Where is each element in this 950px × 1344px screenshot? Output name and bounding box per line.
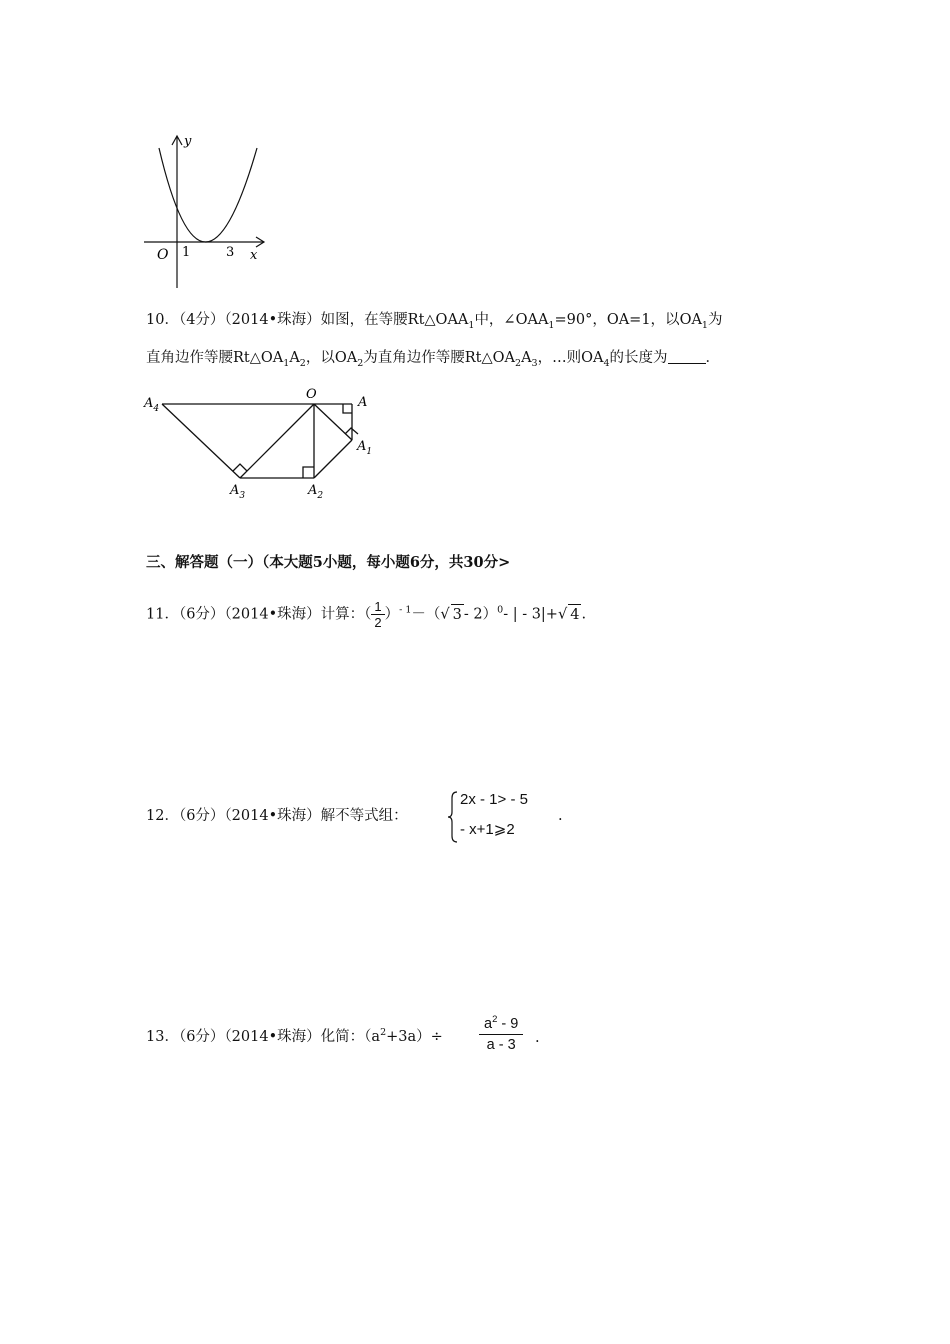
seg-A1-A2	[314, 440, 352, 478]
q12-score: （6分）	[178, 808, 225, 824]
label-A4: $A_4$	[144, 396, 160, 414]
q12-inequality-2: - x+1⩾2	[460, 821, 515, 838]
y-axis-label: y	[184, 134, 192, 149]
triangles-figure	[140, 384, 380, 504]
section-heading: 三、解答题（一）（本大题5小题，每小题6分，共30分>	[146, 554, 511, 571]
q11-score: （6分）	[178, 606, 225, 623]
answer-blank	[668, 349, 706, 364]
q13-end: .	[535, 1030, 540, 1046]
q13-number: 13．	[146, 1029, 179, 1045]
q10-number: 10．	[146, 312, 179, 328]
q10-line1: 10．（4分）（2014•珠海）如图，在等腰$Rt\triangle OAA_1$中，$\angle OAA_1=90^\circ$，OA=1，以$OA_1$为	[146, 312, 723, 331]
parabola-curve	[159, 148, 257, 242]
q10-source: （2014•珠海）	[224, 312, 321, 328]
q12-end: .	[558, 808, 563, 824]
seg-A4-A3	[162, 404, 240, 478]
x-axis-label: x	[250, 248, 258, 263]
tick-3-label: 3	[226, 245, 235, 260]
label-A3: $A_3$	[230, 483, 246, 501]
label-A1: $A_1$	[357, 439, 373, 457]
right-angle-A	[343, 404, 352, 413]
q12-inequality-1: 2x - 1> - 5	[460, 791, 528, 808]
q12-source: （2014•珠海）	[224, 808, 321, 824]
q11-sqrt3: 3	[451, 604, 464, 625]
tick-1-label: 1	[182, 245, 191, 260]
q11-source: （2014•珠海）	[224, 606, 321, 623]
right-angle-A2	[303, 467, 314, 478]
q11-sqrt4: 4	[568, 604, 581, 625]
q10-line2: 直角边作等腰$Rt\triangle OA_1A_2$，以$OA_2$为直角边作等腰$Rt\triangle OA_2A_3$，…则$OA_4$的长度为 ．	[146, 350, 720, 369]
q13-source: （2014•珠海）	[224, 1029, 321, 1045]
q11-line: 11．（6分）（2014•珠海）计算：（ $\frac{1}{2}$ ）$^{- 1}$－（√ 3 - 2）$^0$- | - 3|+√ 4 .	[146, 599, 587, 630]
q10-score: （4分）	[178, 312, 225, 328]
q13-score: （6分）	[178, 1029, 225, 1045]
origin-label: O	[157, 247, 169, 263]
q11-number: 11．	[146, 606, 179, 623]
label-A: A	[358, 395, 368, 410]
q12-line: 12．（6分）（2014•珠海）解不等式组：	[146, 808, 408, 824]
parabola-figure	[140, 128, 275, 290]
label-O: O	[306, 387, 317, 402]
q12-brace	[447, 790, 459, 844]
q13-fraction: $\frac{a^2 - 9}{a - 3}$	[479, 1014, 523, 1055]
right-angle-A3	[233, 464, 247, 471]
label-A2: $A_2$	[308, 483, 324, 501]
q11-fraction: $\frac{1}{2}$	[371, 599, 384, 630]
q13-line: 13．（6分）（2014•珠海）化简：$(a^2+3a)\div$	[146, 1027, 443, 1045]
seg-O-A1	[314, 404, 352, 440]
q12-number: 12．	[146, 808, 179, 824]
